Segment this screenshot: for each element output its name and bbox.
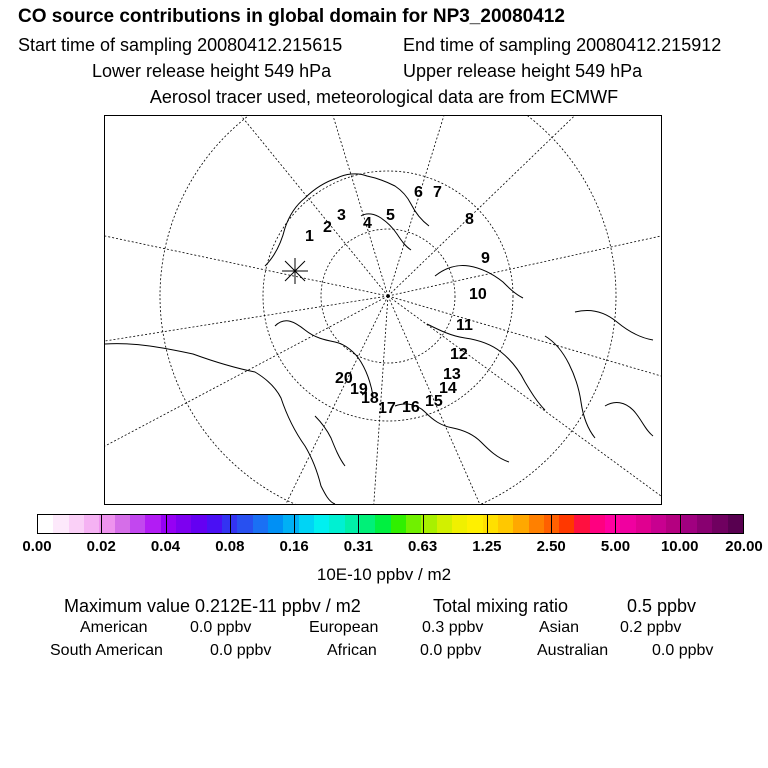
colorbar-segment	[84, 515, 99, 533]
trajectory-label: 18	[361, 390, 379, 407]
colorbar-segment	[191, 515, 206, 533]
colorbar-segment	[452, 515, 467, 533]
colorbar-tick-label: 0.00	[22, 538, 52, 555]
region-label: European	[309, 619, 379, 636]
region-label: South American	[50, 642, 163, 659]
trajectory-label: 2	[323, 219, 332, 236]
colorbar-segment	[498, 515, 513, 533]
coastline-north	[265, 174, 429, 266]
colorbar-segment	[636, 515, 651, 533]
region-value: 0.3 ppbv	[422, 619, 484, 636]
colorbar-divider	[358, 515, 359, 533]
colorbar-segment	[237, 515, 252, 533]
colorbar-segment	[697, 515, 712, 533]
region-label: Australian	[537, 642, 609, 659]
colorbar-segment	[529, 515, 544, 533]
upper-release-height: Upper release height 549 hPa	[403, 61, 643, 81]
trajectory-label: 14	[439, 380, 457, 397]
colorbar-segment	[437, 515, 452, 533]
max-value: Maximum value 0.212E-11 ppbv / m2	[64, 596, 361, 616]
trajectory-label: 3	[337, 207, 346, 224]
trajectory-label: 10	[469, 286, 487, 303]
colorbar-segment	[651, 515, 666, 533]
colorbar-segment	[559, 515, 574, 533]
colorbar-segment	[207, 515, 222, 533]
trajectory-label: 9	[481, 250, 490, 267]
tracer-note: Aerosol tracer used, meteorological data are from ECMWF	[149, 87, 619, 107]
colorbar-tick-label: 2.50	[536, 538, 566, 555]
trajectory-label: 20	[335, 370, 353, 387]
colorbar-divider	[101, 515, 102, 533]
colorbar-segment	[69, 515, 84, 533]
colorbar-segment	[590, 515, 605, 533]
coastline-pacific	[605, 403, 653, 436]
colorbar-tick-label: 1.25	[472, 538, 502, 555]
colorbar-segment	[574, 515, 589, 533]
colorbar-segment	[605, 515, 620, 533]
meridian	[388, 236, 661, 296]
colorbar-divider	[423, 515, 424, 533]
lower-release-height: Lower release height 549 hPa	[92, 61, 332, 81]
figure-title: CO source contributions in global domain for NP3_20080412	[18, 6, 565, 27]
colorbar-segment	[467, 515, 482, 533]
colorbar-tick-label: 10.00	[660, 538, 699, 555]
colorbar-tick-label: 0.63	[408, 538, 438, 555]
colorbar-segment	[620, 515, 635, 533]
trajectory-label: 13	[443, 366, 461, 383]
total-mixing-label: Total mixing ratio	[433, 596, 569, 616]
colorbar-segment	[53, 515, 68, 533]
colorbar-segment	[375, 515, 390, 533]
trajectory-label: 12	[450, 346, 468, 363]
meridian	[388, 116, 595, 296]
colorbar-tick-label: 0.02	[86, 538, 116, 555]
region-value: 0.0 ppbv	[190, 619, 252, 636]
meridian	[388, 116, 450, 296]
trajectory-label: 4	[363, 215, 372, 232]
colorbar-divider	[680, 515, 681, 533]
region-value: 0.2 ppbv	[620, 619, 682, 636]
colorbar-segment	[253, 515, 268, 533]
latitude-circle-outer	[160, 116, 616, 504]
colorbar-segment	[176, 515, 191, 533]
colorbar-divider	[166, 515, 167, 533]
release-point-marker	[282, 258, 308, 284]
coastline-japan	[545, 336, 595, 438]
start-time: Start time of sampling 20080412.215615	[18, 35, 343, 55]
colorbar-divider	[615, 515, 616, 533]
colorbar-segment	[728, 515, 743, 533]
coastline-mediterranean	[315, 416, 345, 466]
end-time: End time of sampling 20080412.215912	[403, 35, 722, 55]
trajectory-label: 11	[456, 317, 473, 334]
colorbar-segment	[360, 515, 375, 533]
trajectory-labels	[305, 184, 490, 417]
colorbar-divider	[551, 515, 552, 533]
colorbar-segment	[406, 515, 421, 533]
polar-map	[104, 115, 662, 505]
meridian	[388, 296, 661, 376]
trajectory-label: 19	[350, 381, 368, 398]
colorbar-divider	[294, 515, 295, 533]
colorbar-segment	[329, 515, 344, 533]
meridian	[225, 116, 388, 296]
colorbar-tick-label: 0.08	[215, 538, 245, 555]
colorbar-segment	[38, 515, 53, 533]
trajectory-label: 7	[433, 184, 442, 201]
region-label: Asian	[539, 619, 580, 636]
meridian	[105, 236, 388, 296]
region-value: 0.0 ppbv	[652, 642, 714, 659]
colorbar-divider	[487, 515, 488, 533]
colorbar-divider	[230, 515, 231, 533]
region-value: 0.0 ppbv	[210, 642, 272, 659]
colorbar-tick-label: 20.00	[725, 538, 763, 555]
colorbar-segment	[712, 515, 727, 533]
meridian	[327, 116, 388, 296]
colorbar-unit: 10E-10 ppbv / m2	[316, 565, 452, 584]
colorbar-segment	[268, 515, 283, 533]
colorbar-tick-label: 0.16	[279, 538, 309, 555]
trajectory-label: 16	[402, 399, 420, 416]
colorbar-segment	[314, 515, 329, 533]
colorbar-tick-label: 5.00	[600, 538, 631, 555]
trajectory-label: 1	[305, 228, 314, 245]
map-canvas	[105, 116, 661, 504]
coastline-west	[105, 344, 335, 504]
colorbar-segment	[115, 515, 130, 533]
trajectory-label: 8	[465, 211, 474, 228]
colorbar-ticks	[0, 538, 768, 558]
colorbar-segment	[161, 515, 176, 533]
trajectory-label: 5	[386, 207, 395, 224]
colorbar-segment	[483, 515, 498, 533]
colorbar-segment	[299, 515, 314, 533]
colorbar-segment	[130, 515, 145, 533]
colorbar-segment	[391, 515, 406, 533]
trajectory-label: 17	[378, 400, 396, 417]
region-label: American	[80, 619, 148, 636]
region-label: African	[327, 642, 377, 659]
region-value: 0.0 ppbv	[420, 642, 482, 659]
colorbar	[37, 514, 744, 534]
coastlines	[105, 174, 653, 504]
graticule	[105, 116, 661, 504]
colorbar-segment	[682, 515, 697, 533]
colorbar-segment	[283, 515, 298, 533]
colorbar-tick-label: 0.31	[343, 538, 373, 555]
trajectory-label: 6	[414, 184, 423, 201]
colorbar-tick-label: 0.04	[150, 538, 181, 555]
total-mixing-value: 0.5 ppbv	[627, 596, 697, 616]
colorbar-segment	[513, 515, 528, 533]
colorbar-segment	[145, 515, 160, 533]
trajectory-label: 15	[425, 393, 443, 410]
